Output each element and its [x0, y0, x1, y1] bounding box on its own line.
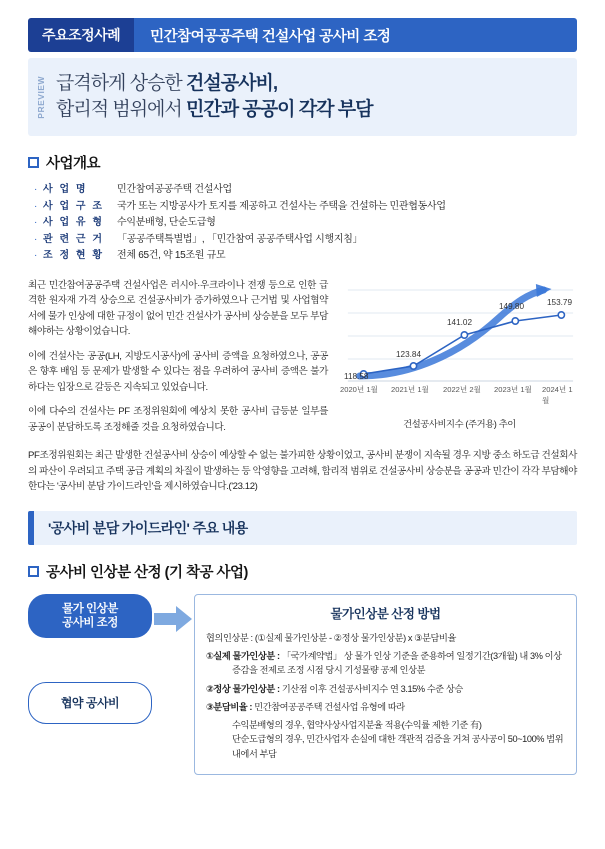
overview-key: 사 업 유 형	[43, 217, 104, 228]
calc-item-lead: ②정상 물가인상분 :	[206, 683, 280, 694]
chart-column	[342, 278, 577, 445]
list-item	[34, 248, 577, 264]
guideline-heading	[28, 561, 577, 582]
calc-item-text: 「국가계약법」 상 물가 인상 기준을 준용하여 일정기간(3개월) 내 3% 이상 증감을 전제로 조정 시점 당시 기성물량 공제 인상분	[232, 651, 562, 676]
formula-line: 협의인상분 : (①실제 물가인상분 - ②정상 물가인상분) x ③분담비율	[206, 632, 456, 643]
construction-cost-index-chart	[340, 280, 577, 405]
hero-text	[54, 71, 372, 122]
price-increase-line-1: 물가 인상분	[62, 602, 118, 615]
overview-value: 전체 65건, 약 15조원 규모	[117, 250, 226, 261]
list-item	[34, 182, 577, 198]
overview-list	[28, 182, 577, 264]
band-title: '공사비 분담 가이드라인' 주요 내용	[48, 519, 248, 536]
calc-item	[206, 682, 565, 696]
overview-title: 사업개요	[46, 156, 101, 172]
chart-x-tick: 2023년 1월	[494, 384, 532, 394]
chart-value-label: 153.79	[547, 297, 573, 307]
price-increase-line-2: 공사비 조정	[62, 616, 118, 629]
calc-item-text: 기산점 이후 건설공사비지수 연 3.15% 수준 상승	[281, 683, 463, 694]
chart-x-tick: 2022년 2월	[443, 384, 481, 394]
hero-line-2-bold: 민간과 공공이 각각 부담	[186, 99, 373, 120]
list-item	[34, 215, 577, 231]
panel-title: 물가인상분 산정 방법	[330, 606, 441, 621]
chart-value-label: 123.84	[396, 349, 422, 359]
hero-line-1-normal: 급격하게 상승한	[56, 73, 187, 95]
chart-x-tick: 2024년 1월	[542, 384, 573, 405]
overview-value: 국가 또는 지방공사가 토지를 제공하고 건설사는 주택을 건설하는 민관협동사업	[117, 200, 446, 212]
dot-icon: ·	[34, 184, 38, 195]
hero-line-1	[56, 71, 372, 97]
overview-value: 민간참여공공주택 건설사업	[117, 184, 232, 195]
calc-subitem: 단순도급형의 경우, 민간사업자 손실에 대한 객관적 검증을 거쳐 공사공이 50~100% 범위 내에서 부담	[232, 734, 564, 759]
hero-line-1-bold: 건설공사비,	[186, 73, 278, 95]
overview-value: 「공공주택특별법」, 「민간참여 공공주택사업 시행지침」	[117, 233, 363, 245]
overview-key: 사 업 명	[43, 184, 88, 195]
section-band	[28, 511, 577, 545]
overview-value: 수익분배형, 단순도급형	[117, 217, 216, 228]
calculation-panel	[194, 594, 577, 775]
body-text-column	[28, 278, 328, 445]
overview-heading	[28, 152, 577, 173]
paragraph-1: 최근 민간참여공공주택 건설사업은 러시아·우크라이나 전쟁 등으로 인한 급격한 원자재 가격 상승으로 건설공사비가 증가하였으나 근거법 및 사업협약서에 물가 인상에 대한 규정이 없어 민간 건설사가 공사비 상승분을 모두 부담해야하는 상황이었습니다.	[28, 279, 328, 338]
calc-item	[206, 700, 565, 714]
calc-item-text: 민간참여공공주택 건설사업 유형에 따라	[254, 701, 405, 712]
overview-key: 관 련 근 거	[43, 233, 104, 245]
calc-item-lead: ①실제 물가인상분 :	[206, 651, 280, 662]
list-item	[34, 232, 577, 248]
square-bullet-icon	[28, 157, 39, 168]
diagram-left-column	[28, 594, 152, 724]
dot-icon: ·	[34, 217, 38, 228]
dot-icon: ·	[34, 250, 38, 261]
overview-key: 조 정 현 황	[43, 250, 104, 261]
calc-subitem: 수익분배형의 경우, 협약사상사업지분율 적용(수익률 제한 기준 有)	[232, 720, 482, 731]
hero-banner	[28, 58, 577, 136]
square-bullet-icon	[28, 566, 39, 577]
chart-x-tick: 2020년 1월	[340, 384, 378, 394]
overview-key: 사 업 구 조	[43, 200, 104, 212]
chart-x-tick: 2021년 1월	[391, 384, 429, 394]
calc-item	[206, 649, 565, 678]
arrow-right-icon	[152, 594, 194, 632]
paragraph-4: PF조정위원회는 최근 발생한 건설공사비 상승이 예상할 수 없는 불가피한 상황이었고, 공사비 분쟁이 지속될 경우 지방 중소 하도급 건설회사의 파산이 우려되고 주택 공급 계획의 차질이 발생하는 등 악영향을 고려해, 합리적 범위로 건설공사비 상승분을 공공과 민간이 각각 부담해야 한다는 '공사비 분담 가이드라인'을 제시하였습니다.('23.12)	[28, 450, 577, 493]
price-increase-box	[28, 594, 152, 638]
chart-value-label: 149.80	[499, 301, 525, 311]
document-page	[0, 18, 605, 849]
header	[28, 18, 577, 52]
hero-line-2-normal: 합리적 범위에서	[56, 99, 187, 120]
contract-cost-box: 협약 공사비	[28, 682, 152, 724]
header-title: 민간참여공공주택 건설사업 공사비 조정	[134, 18, 577, 52]
hero-side-label: PREVIEW	[36, 75, 46, 119]
chart-value-label: 118.58	[344, 371, 369, 381]
arrow-svg	[154, 606, 192, 632]
chart-caption: 건설공사비지수 (주거용) 추이	[403, 418, 516, 429]
chart-value-label: 141.02	[447, 317, 473, 327]
hero-line-2	[56, 97, 372, 123]
guideline-title: 공사비 인상분 산정 (기 착공 사업)	[46, 564, 248, 581]
body-columns	[28, 278, 577, 445]
dot-icon: ·	[34, 233, 38, 245]
dot-icon: ·	[34, 200, 38, 212]
calc-item-lead: ③분담비율 :	[206, 701, 253, 712]
header-tag: 주요조정사례	[28, 18, 134, 52]
paragraph-2: 이에 건설사는 공공(LH, 지방도시공사)에 공사비 증액을 요청하였으나, 공공은 향후 배임 등 문제가 발생할 수 있다는 점을 우려하여 공사비 증액은 불가하다는 입장으로 갈등은 지속되고 있었습니다.	[28, 350, 328, 393]
paragraph-3: 이에 다수의 건설사는 PF 조정위원회에 예상치 못한 공사비 급등분 일부를 공공이 분담하도록 조정해줄 것을 요청하였습니다.	[28, 406, 328, 433]
list-item	[34, 199, 577, 215]
guideline-diagram	[28, 594, 577, 775]
